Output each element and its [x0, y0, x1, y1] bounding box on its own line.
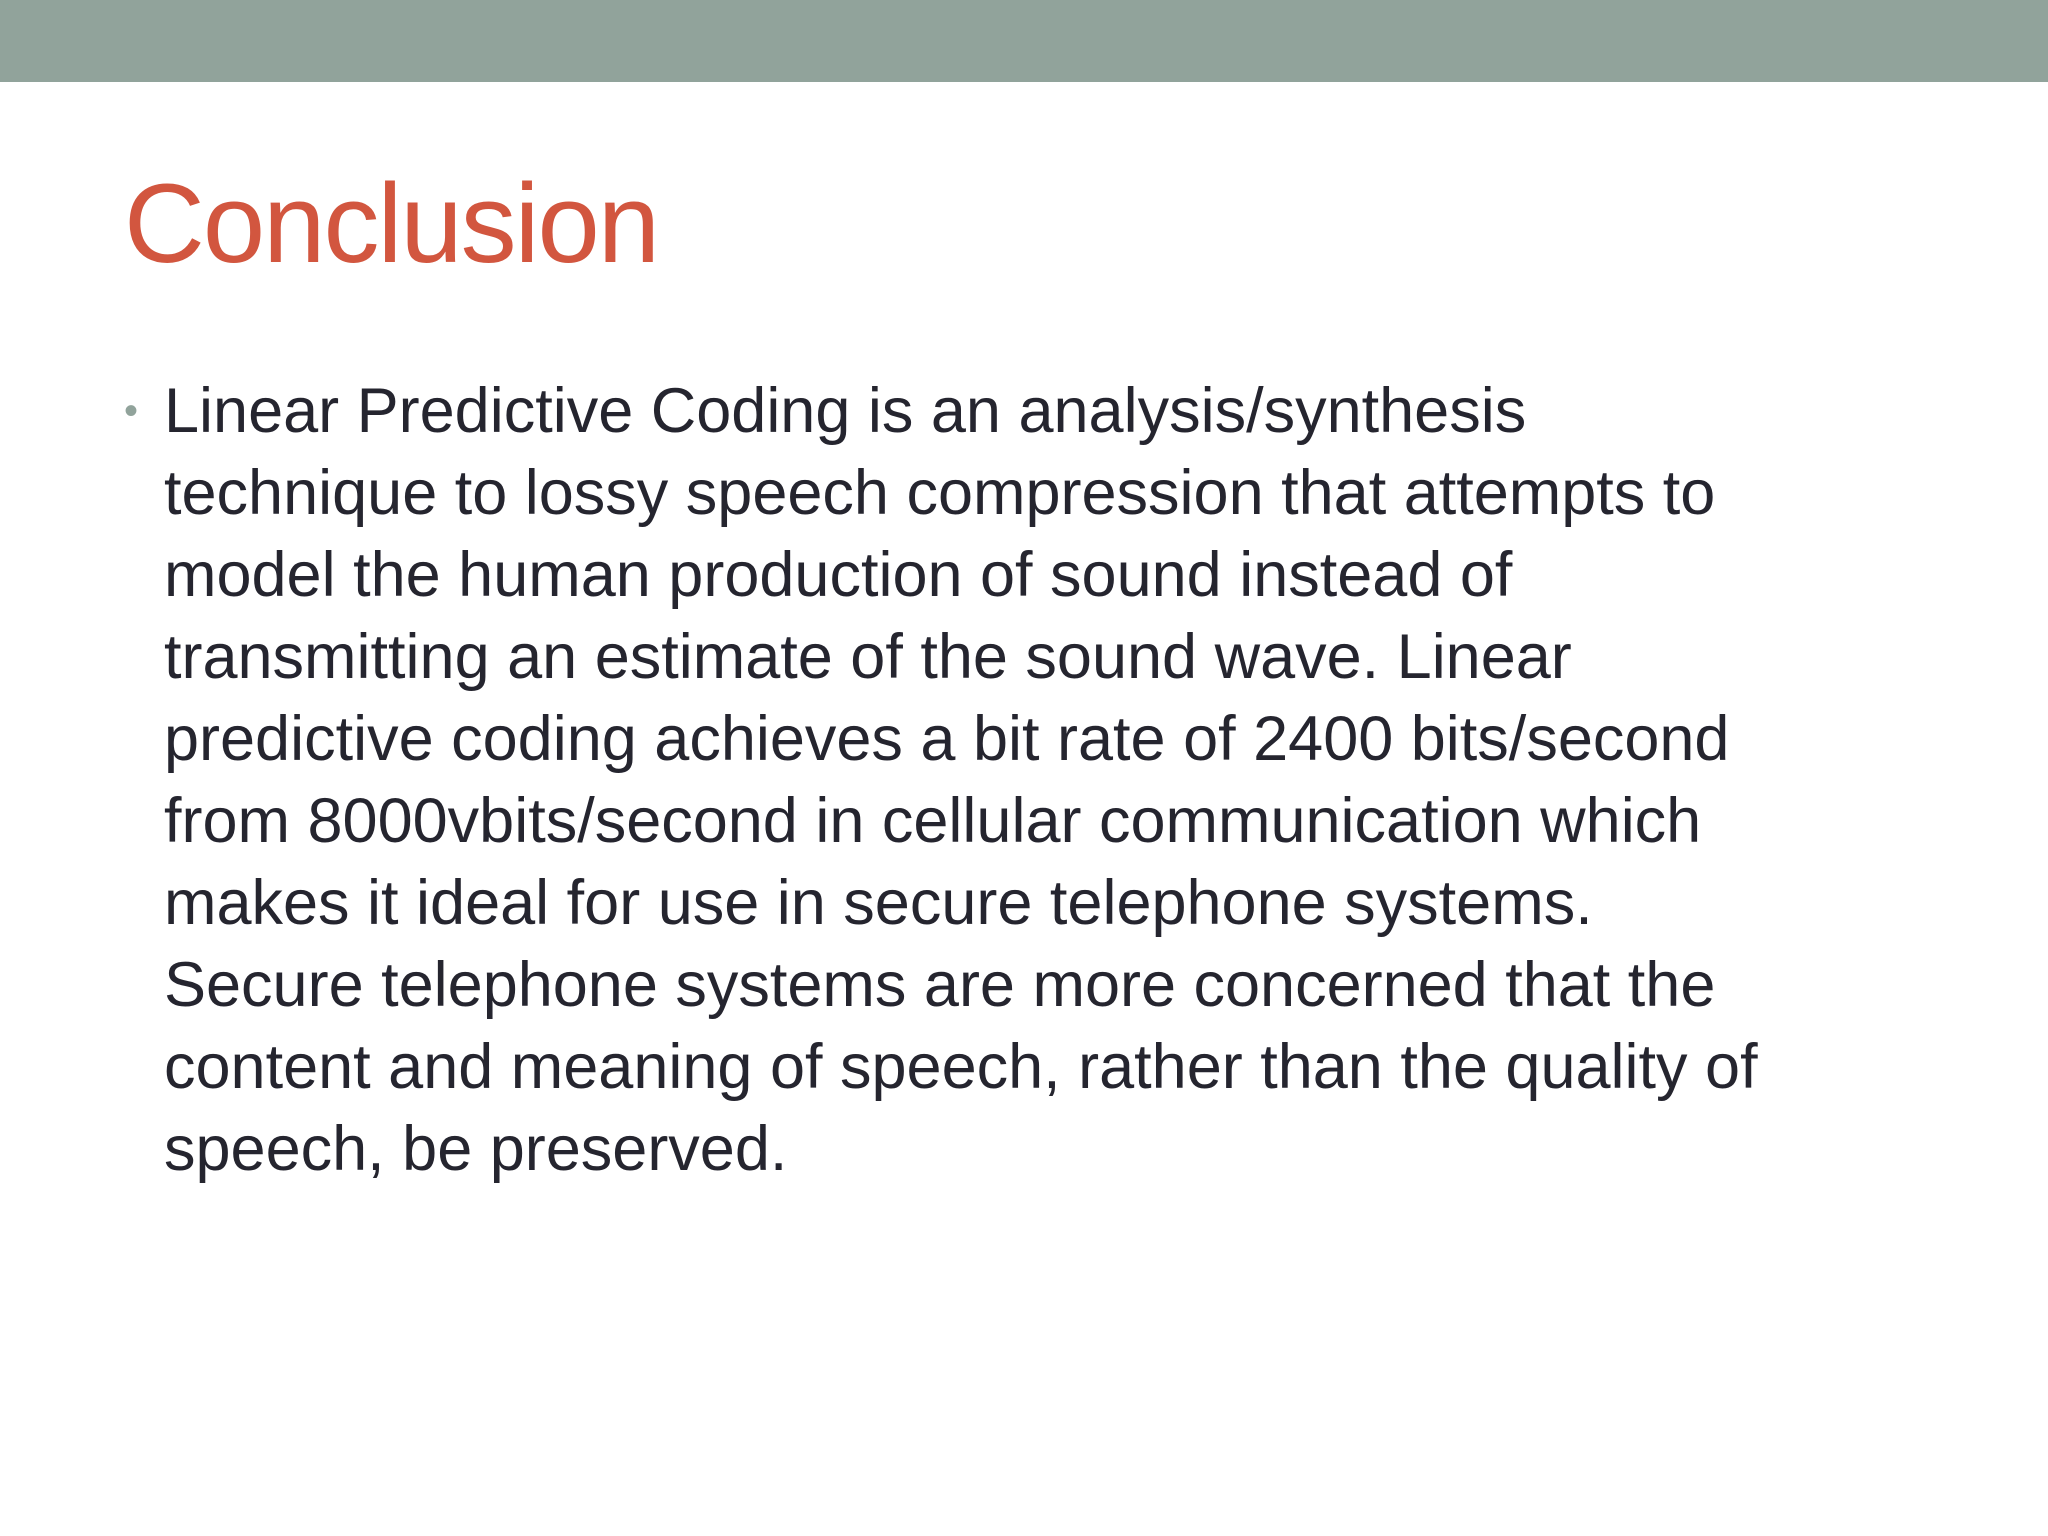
bullet-dot-icon: • — [124, 389, 139, 433]
bullet-text-line: technique to lossy speech compression that attempts to — [164, 458, 1716, 528]
bullet-text-line: makes it ideal for use in secure telephone systems. — [164, 868, 1593, 938]
bullet-text-line: speech, be preserved. — [164, 1114, 788, 1184]
bullet-text-line: Secure telephone systems are more concerned that the — [164, 950, 1716, 1020]
bullet-text-line: model the human production of sound instead of — [164, 540, 1513, 610]
bullet-text-line: content and meaning of speech, rather than the quality of — [164, 1032, 1758, 1102]
top-accent-bar — [0, 0, 2048, 82]
bullet-text-line: predictive coding achieves a bit rate of 2400 bits/second — [164, 704, 1730, 774]
bullet-text-line: transmitting an estimate of the sound wave. Linear — [164, 622, 1572, 692]
bullet-item — [124, 370, 1924, 1190]
bullet-text-line: Linear Predictive Coding is an analysis/synthesis — [164, 376, 1527, 446]
bullet-text-line: from 8000vbits/second in cellular communication which — [164, 786, 1702, 856]
bullet-list — [124, 370, 1924, 1190]
slide-title: Conclusion — [124, 161, 659, 286]
